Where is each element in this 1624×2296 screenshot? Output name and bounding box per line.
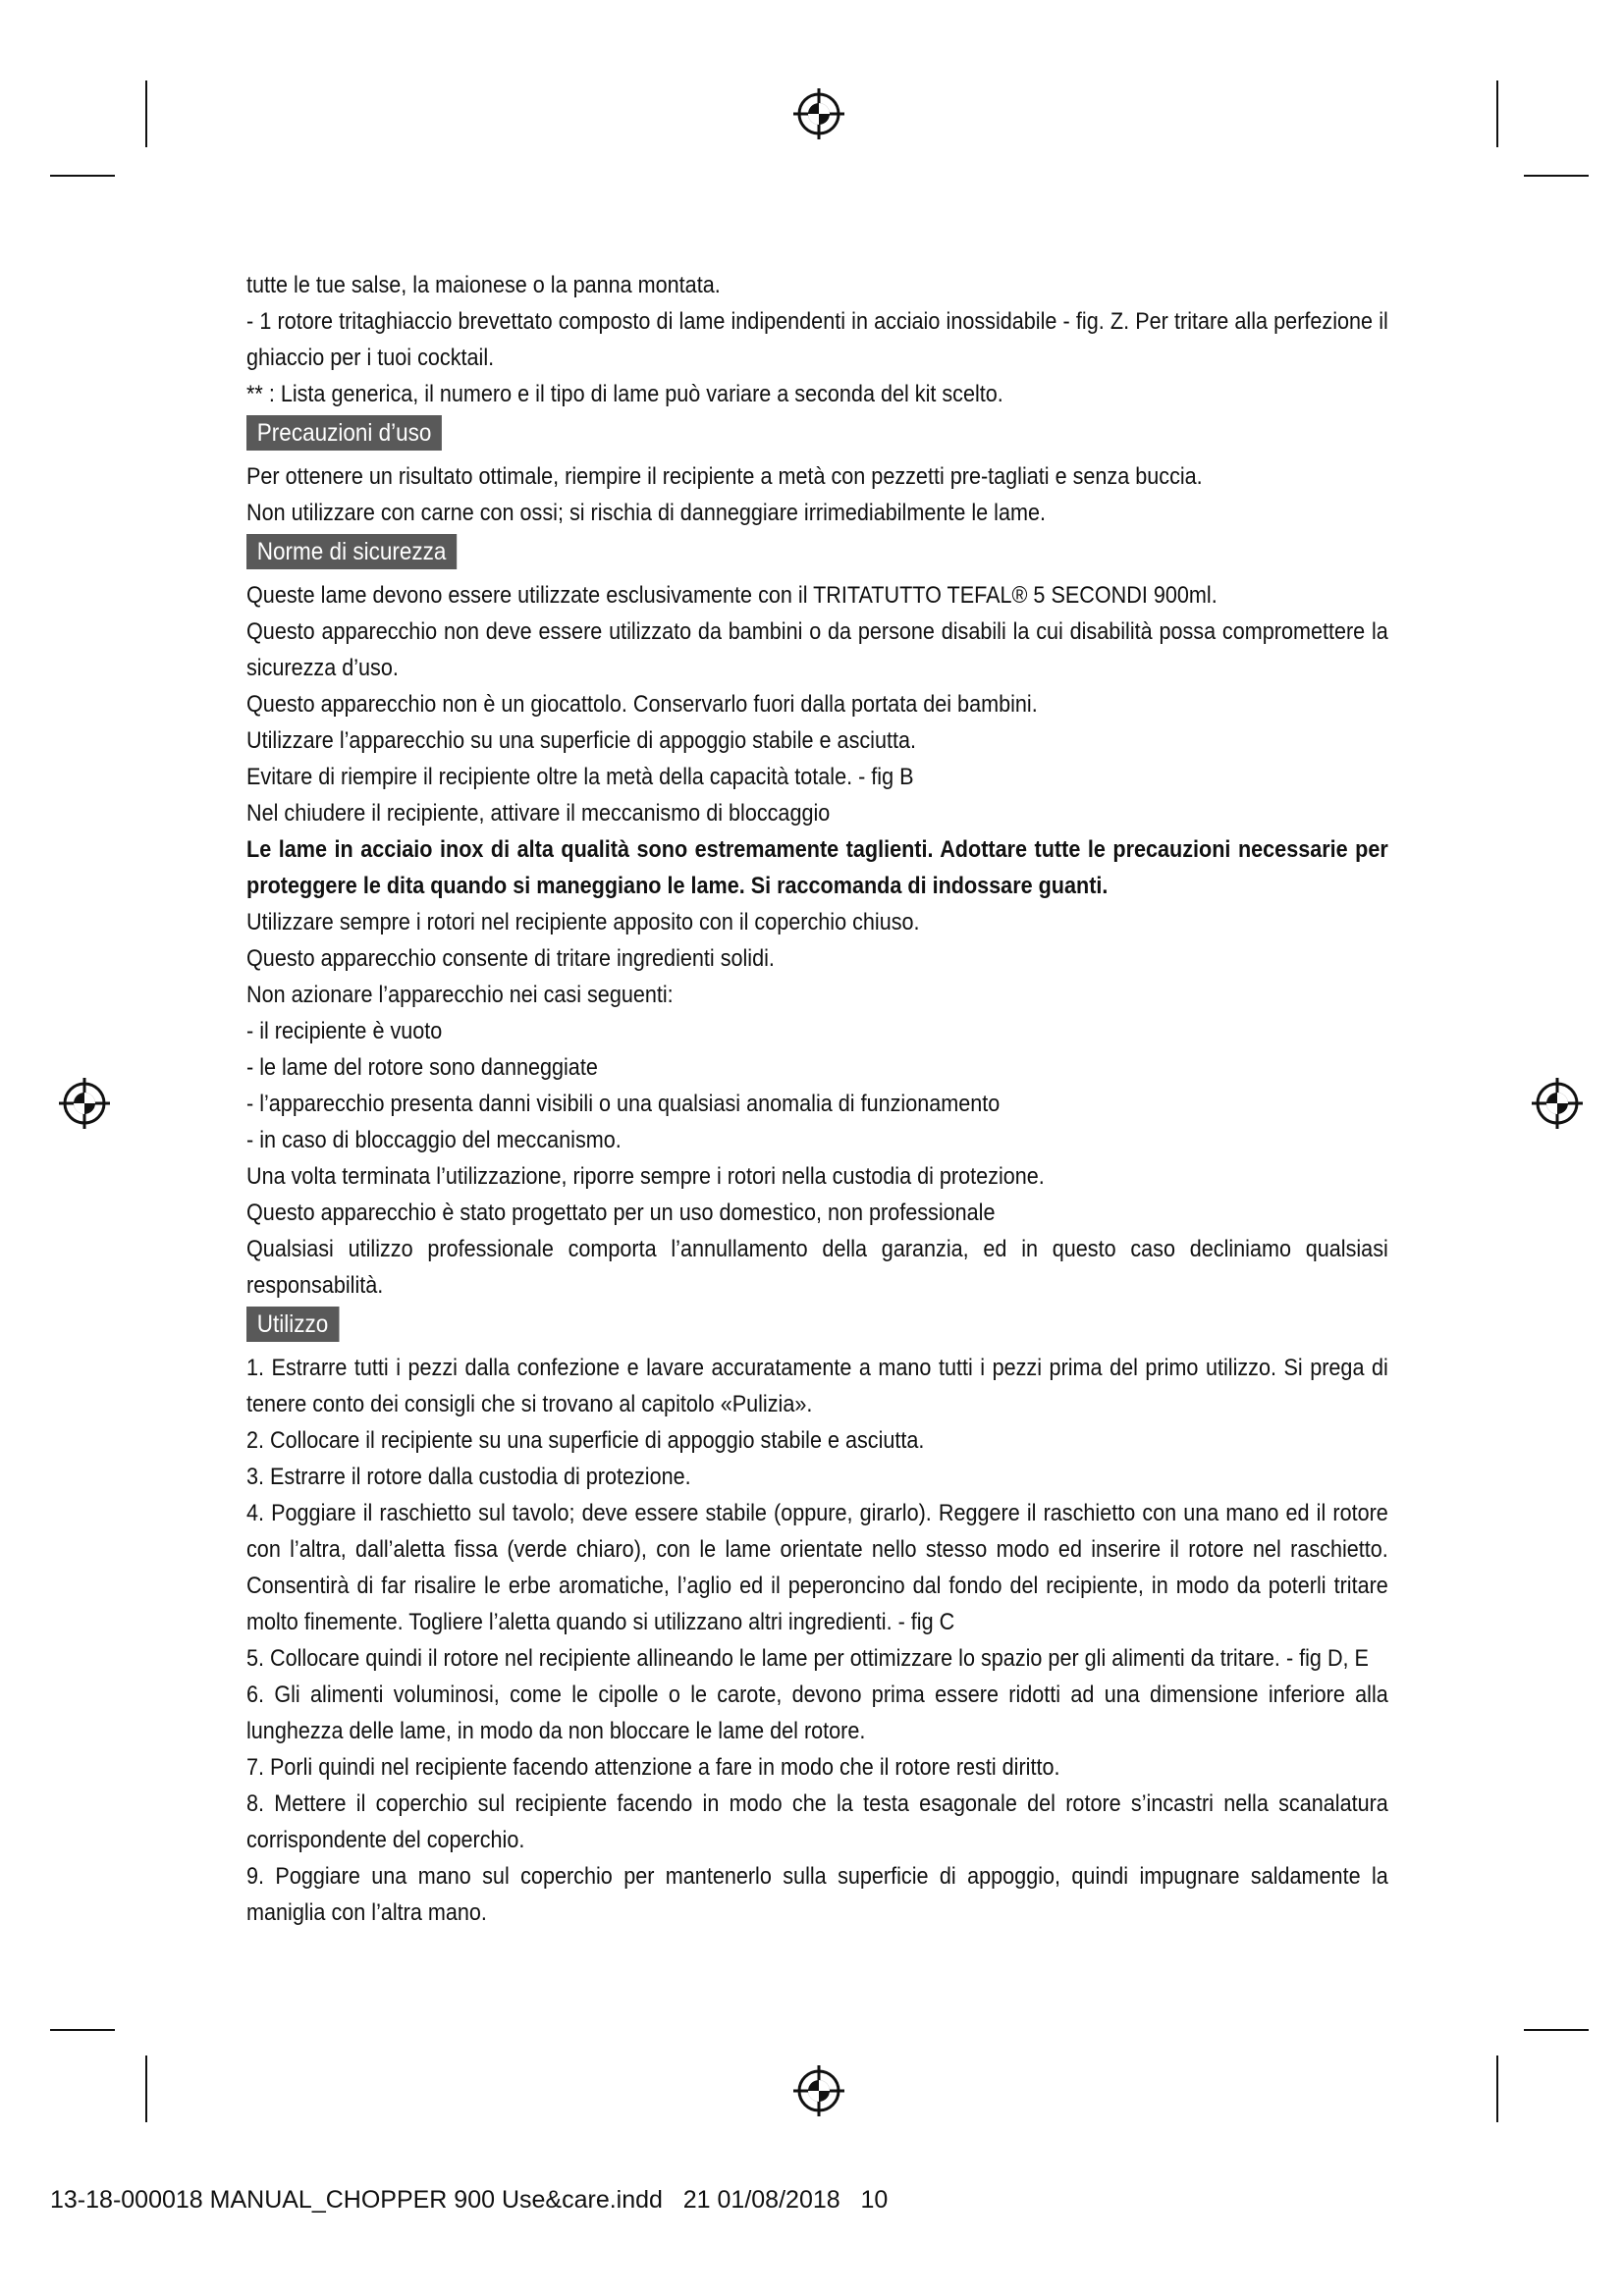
crop-mark xyxy=(1524,2029,1589,2031)
crop-mark xyxy=(1496,80,1498,147)
paragraph: Questo apparecchio consente di tritare ingredienti solidi. xyxy=(246,945,775,972)
step-item: 5. Collocare quindi il rotore nel recipiente allineando le lame per ottimizzare lo spazio per gli alimenti da tritare. - fig D, E xyxy=(246,1645,1369,1672)
list-item: - le lame del rotore sono danneggiate xyxy=(246,1054,598,1081)
paragraph: Evitare di riempire il recipiente oltre la metà della capacità totale. - fig B xyxy=(246,764,914,790)
paragraph: Questo apparecchio è stato progettato per un uso domestico, non professionale xyxy=(246,1200,996,1226)
list-item: - in caso di bloccaggio del meccanismo. xyxy=(246,1127,622,1153)
crop-mark xyxy=(1524,175,1589,177)
paragraph: Questo apparecchio non deve essere utilizzato da bambini o da persone disabili la cui disabilità possa compromettere la sicurezza d’uso. xyxy=(246,618,1388,681)
step-item: 1. Estrarre tutti i pezzi dalla confezione e lavare accuratamente a mano tutti i pezzi prima del primo utilizzo. Si prega di tenere conto dei consigli che si trovano al capitolo «Pulizia». xyxy=(246,1355,1388,1417)
list-item: - il recipiente è vuoto xyxy=(246,1018,443,1044)
registration-mark-icon xyxy=(791,2063,846,2118)
page-content xyxy=(246,267,1388,1931)
step-item: 8. Mettere il coperchio sul recipiente facendo in modo che la testa esagonale del rotore s’incastri nella scanalatura corrispondente del coperchio. xyxy=(246,1790,1388,1853)
print-slug-footer: 13-18-000018 MANUAL_CHOPPER 900 Use&care.indd 21 01/08/2018 10 xyxy=(50,2186,889,2214)
section-heading-safety: Norme di sicurezza xyxy=(246,534,457,569)
paragraph: Nel chiudere il recipiente, attivare il meccanismo di bloccaggio xyxy=(246,800,831,827)
paragraph: Queste lame devono essere utilizzate esclusivamente con il TRITATUTTO TEFAL® 5 SECONDI 900ml. xyxy=(246,582,1218,609)
section-heading-precautions: Precauzioni d’uso xyxy=(246,415,442,451)
safety-warning: Le lame in acciaio inox di alta qualità sono estremamente taglienti. Adottare tutte le precauzioni necessarie per proteggere le dita quando si maneggiano le lame. Si raccomanda di indossare guanti. xyxy=(246,836,1388,899)
registration-mark-icon xyxy=(791,86,846,141)
registration-mark-icon xyxy=(57,1076,112,1131)
step-item: 7. Porli quindi nel recipiente facendo attenzione a fare in modo che il rotore resti diritto. xyxy=(246,1754,1060,1781)
paragraph: Utilizzare l’apparecchio su una superficie di appoggio stabile e asciutta. xyxy=(246,727,917,754)
registration-mark-icon xyxy=(1530,1076,1585,1131)
paragraph: Per ottenere un risultato ottimale, riempire il recipiente a metà con pezzetti pre-tagliati e senza buccia. xyxy=(246,463,1203,490)
intro-line: - 1 rotore tritaghiaccio brevettato composto di lame indipendenti in acciaio inossidabile - fig. Z. Per tritare alla perfezione il ghiaccio per i tuoi cocktail. xyxy=(246,308,1388,371)
step-item: 3. Estrarre il rotore dalla custodia di protezione. xyxy=(246,1464,691,1490)
paragraph: Non utilizzare con carne con ossi; si rischia di danneggiare irrimediabilmente le lame. xyxy=(246,500,1046,526)
list-item: - l’apparecchio presenta danni visibili o una qualsiasi anomalia di funzionamento xyxy=(246,1091,1001,1117)
step-item: 9. Poggiare una mano sul coperchio per mantenerlo sulla superficie di appoggio, quindi impugnare saldamente la maniglia con l’altra mano. xyxy=(246,1863,1388,1926)
crop-mark xyxy=(50,2029,115,2031)
section-heading-usage: Utilizzo xyxy=(246,1307,339,1342)
paragraph: Non azionare l’apparecchio nei casi seguenti: xyxy=(246,982,674,1008)
intro-line: tutte le tue salse, la maionese o la panna montata. xyxy=(246,272,721,298)
step-item: 6. Gli alimenti voluminosi, come le cipolle o le carote, devono prima essere ridotti ad una dimensione inferiore alla lunghezza delle lame, in modo da non bloccare le lame del rotore. xyxy=(246,1682,1388,1744)
step-item: 2. Collocare il recipiente su una superficie di appoggio stabile e asciutta. xyxy=(246,1427,925,1454)
paragraph: Qualsiasi utilizzo professionale comporta l’annullamento della garanzia, ed in questo caso decliniamo qualsiasi responsabilità. xyxy=(246,1236,1388,1299)
crop-mark xyxy=(1496,2056,1498,2122)
crop-mark xyxy=(50,175,115,177)
step-item: 4. Poggiare il raschietto sul tavolo; deve essere stabile (oppure, girarlo). Reggere il raschietto con una mano ed il rotore con l’altra, dall’aletta fissa (verde chiaro), con le lame orientate nello stesso modo ed inserire il rotore nel raschietto. Consentirà di far risalire le erbe aromatiche, l’aglio ed il peperoncino dal fondo del recipiente, in modo da poterli tritare molto finemente. Togliere l’aletta quando si utilizzano altri ingredienti. - fig C xyxy=(246,1500,1388,1635)
intro-footnote: ** : Lista generica, il numero e il tipo di lame può variare a seconda del kit scelto. xyxy=(246,381,1003,407)
paragraph: Una volta terminata l’utilizzazione, riporre sempre i rotori nella custodia di protezione. xyxy=(246,1163,1045,1190)
paragraph: Questo apparecchio non è un giocattolo. Conservarlo fuori dalla portata dei bambini. xyxy=(246,691,1038,718)
crop-mark xyxy=(145,80,147,147)
crop-mark xyxy=(145,2056,147,2122)
paragraph: Utilizzare sempre i rotori nel recipiente apposito con il coperchio chiuso. xyxy=(246,909,920,935)
